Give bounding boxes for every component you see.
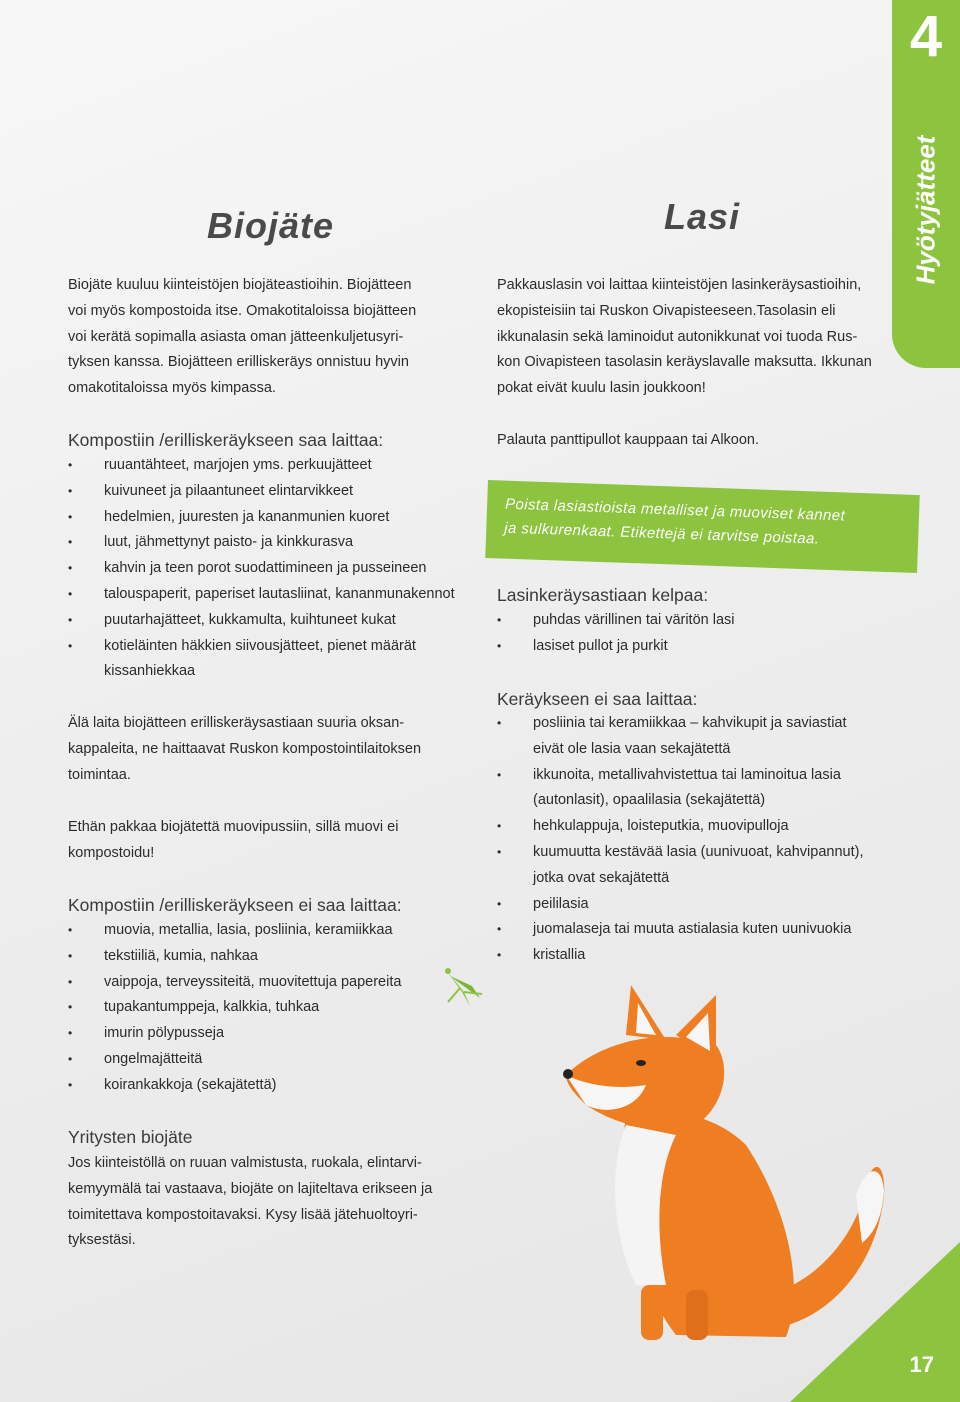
list-item-continuation: jotka ovat sekajätettä — [533, 869, 670, 886]
forbidden-heading: Kompostiin /erilliskeräykseen ei saa laittaa: — [68, 895, 402, 915]
chapter-label: Hyötyjätteet — [910, 135, 941, 285]
intro-line: pokat eivät kuulu lasin joukkoon! — [497, 380, 706, 397]
glass-allowed-heading: Lasinkeräysastiaan kelpaa: — [497, 585, 709, 605]
glass-allowed-list — [497, 608, 897, 660]
bag-note — [68, 815, 398, 867]
intro-line: voi myös kompostoida itse. Omakotitaloissa biojätteen — [68, 302, 417, 319]
lasi-intro — [497, 273, 872, 402]
intro-line: kon Oivapisteen tasolasin keräyslavalle maksutta. Ikkunan — [497, 354, 872, 371]
intro-line: ikkunalasin sekä laminoidut autonikkunat voi tuoda Rus- — [497, 328, 858, 345]
list-item-continuation: eivät ole lasia vaan sekajätettä — [533, 740, 731, 757]
list-item: • ongelmajätteitä — [68, 1047, 488, 1073]
glass-forbidden-list — [497, 711, 897, 969]
warning-line: Älä laita biojätteen erilliskeräysastiaan suuria oksan- — [68, 715, 405, 731]
bag-note-line: Ethän pakkaa biojätettä muovipussiin, sillä muovi ei — [68, 819, 399, 835]
lid-removal-banner — [485, 480, 919, 573]
biojate-allowed-list — [68, 453, 488, 685]
list-item: • tupakantumppeja, kalkkia, tuhkaa — [68, 995, 488, 1021]
business-text — [68, 1151, 432, 1254]
list-item: • vaippoja, terveyssiteitä, muovitettuja papereita — [68, 970, 488, 996]
list-item: • hedelmien, juuresten ja kananmunien kuoret — [68, 505, 488, 531]
warning-line: toimintaa. — [68, 766, 131, 783]
list-item: • kristallia — [497, 943, 897, 969]
list-item: • juomalaseja tai muuta astialasia kuten uunivuokia — [497, 917, 897, 943]
list-item: • hehkulappuja, loisteputkia, muovipulloja — [497, 814, 897, 840]
biojate-warning — [68, 711, 421, 788]
business-heading: Yritysten biojäte — [68, 1127, 193, 1147]
business-line: Jos kiinteistöllä on ruuan valmistusta, ruokala, elintarvi- — [68, 1155, 422, 1171]
page-number: 17 — [909, 1352, 934, 1377]
list-item-continuation: kissanhiekkaa — [104, 663, 196, 680]
warning-line: kappaleita, ne haittaavat Ruskon kompostointilaitoksen — [68, 740, 422, 757]
corner-triangle — [790, 1242, 960, 1402]
banner-line: ja sulkurenkaat. Etikettejä ei tarvitse poistaa. — [504, 519, 820, 548]
list-item: • tekstiiliä, kumia, nahkaa — [68, 944, 488, 970]
list-item: • kotieläinten häkkien siivousjätteet, pienet määrät — [68, 634, 488, 660]
list-item: • peililasia — [497, 892, 897, 918]
business-line: kemyymälä tai vastaava, biojäte on lajiteltava erikseen ja — [68, 1180, 433, 1197]
deposit-note: Palauta panttipullot kauppaan tai Alkoon. — [497, 432, 760, 448]
biojate-intro — [68, 273, 416, 402]
intro-line: ekopisteisiin tai Ruskon Oivapisteeseen.Tasolasin eli — [497, 302, 836, 319]
chapter-tab — [892, 0, 960, 368]
intro-line: Biojäte kuuluu kiinteistöjen biojäteastioihin. Biojätteen — [68, 277, 412, 293]
intro-line: Pakkauslasin voi laittaa kiinteistöjen lasinkeräysastioihin, — [497, 277, 862, 293]
list-item: • talouspaperit, paperiset lautasliinat, kananmunakennot — [68, 582, 488, 608]
list-item: • koirankakkoja (sekajätettä) — [68, 1073, 488, 1099]
allowed-heading: Kompostiin /erilliskeräykseen saa laittaa: — [68, 430, 384, 450]
glass-forbidden-heading: Keräykseen ei saa laittaa: — [497, 689, 698, 709]
lasi-title: Lasi — [664, 196, 741, 237]
list-item: • puutarhajätteet, kukkamulta, kuihtuneet kukat — [68, 608, 488, 634]
intro-line: tyksen kanssa. Biojätteen erilliskeräys onnistuu hyvin — [68, 354, 409, 371]
list-item: • kahvin ja teen porot suodattimineen ja pusseineen — [68, 556, 488, 582]
banner-line: Poista lasiastioista metalliset ja muoviset kannet — [504, 495, 846, 525]
business-line: tyksestäsi. — [68, 1232, 136, 1249]
biojate-title: Biojäte — [207, 205, 335, 246]
list-item: • ikkunoita, metallivahvistettua tai laminoitua lasia — [497, 763, 897, 789]
list-item: • posliinia tai keramiikkaa – kahvikupit ja saviastiat — [497, 711, 897, 737]
list-item-continuation: (autonlasit), opaalilasia (sekajätettä) — [533, 792, 766, 809]
biojate-forbidden-list — [68, 918, 488, 1099]
grasshopper-illustration — [440, 962, 486, 1012]
list-item: • lasiset pullot ja purkit — [497, 634, 897, 660]
list-item: • ruuantähteet, marjojen yms. perkuujätteet — [68, 453, 488, 479]
intro-line: omakotitaloissa myös kimpassa. — [68, 380, 276, 397]
bag-note-line: kompostoidu! — [68, 844, 155, 861]
list-item: • kuumuutta kestävää lasia (uunivuoat, kahvipannut), — [497, 840, 897, 866]
chapter-number: 4 — [909, 4, 943, 69]
list-item: • kuivuneet ja pilaantuneet elintarvikkeet — [68, 479, 488, 505]
list-item: • luut, jähmettynyt paisto- ja kinkkurasva — [68, 530, 488, 556]
list-item: • imurin pölypusseja — [68, 1021, 488, 1047]
list-item: • puhdas värillinen tai väritön lasi — [497, 608, 897, 634]
intro-line: voi kerätä sopimalla asiasta oman jätteenkuljetusyri- — [68, 328, 404, 345]
list-item: • muovia, metallia, lasia, posliinia, keramiikkaa — [68, 918, 488, 944]
business-line: toimitettava kompostoitavaksi. Kysy lisää jätehuoltoyri- — [68, 1206, 418, 1223]
